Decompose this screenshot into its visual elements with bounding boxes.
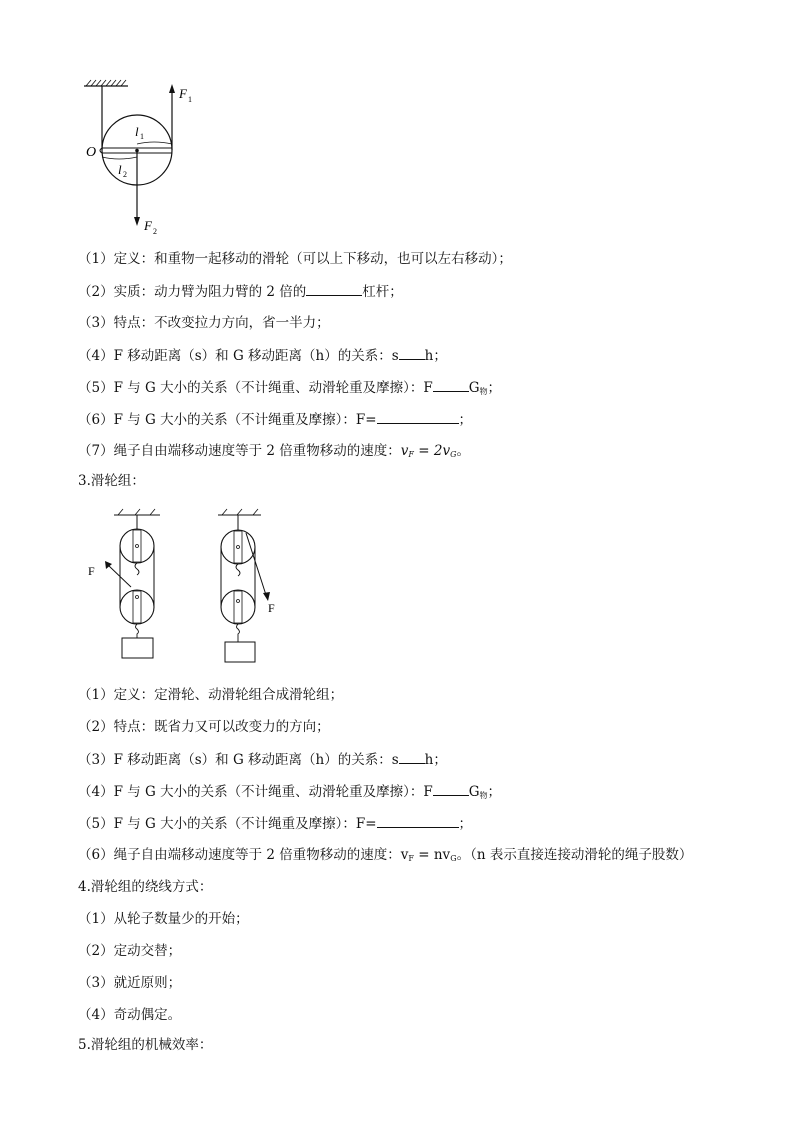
answer-blank[interactable] bbox=[433, 378, 469, 392]
label-f1: F bbox=[179, 86, 187, 101]
winding-item-4: （4）奇动偶定。 bbox=[78, 1007, 182, 1023]
group-item-5: （5）F 与 G 大小的关系（不计绳重及摩擦）：F= ； bbox=[78, 816, 473, 832]
right-f-label: F bbox=[268, 601, 275, 615]
winding-item-1: （1）从轮子数量少的开始； bbox=[78, 911, 249, 927]
answer-blank[interactable] bbox=[377, 814, 459, 828]
movable-item-2: （2）实质：动力臂为阻力臂的 2 倍的 杠杆； bbox=[78, 284, 403, 300]
label-l2: l bbox=[118, 162, 122, 177]
movable-pulley-lever-diagram bbox=[78, 78, 218, 243]
answer-blank[interactable] bbox=[399, 750, 425, 764]
group-item-2: （2）特点：既省力又可以改变力的方向； bbox=[78, 719, 330, 735]
label-l2-sub: 2 bbox=[123, 170, 127, 179]
group-item-6: （6）绳子自由端移动速度等于 2 倍重物移动的速度：$v_F = nv_G$。（n 表示直接连接动滑轮的绳子股数） bbox=[78, 847, 693, 863]
left-f-label: F bbox=[88, 564, 95, 578]
answer-blank[interactable] bbox=[306, 282, 362, 296]
answer-blank[interactable] bbox=[433, 782, 469, 796]
movable-item-6: （6）F 与 G 大小的关系（不计绳重及摩擦）：F= ； bbox=[78, 412, 473, 428]
winding-item-3: （3）就近原则； bbox=[78, 975, 182, 991]
label-l1-sub: 1 bbox=[140, 132, 144, 141]
movable-item-1: （1）定义：和重物一起移动的滑轮（可以上下移动，也可以左右移动）； bbox=[78, 251, 512, 267]
section-4-heading: 4.滑轮组的绕线方式： bbox=[78, 879, 213, 895]
answer-blank[interactable] bbox=[399, 346, 425, 360]
label-f2-sub: 2 bbox=[153, 227, 157, 236]
movable-item-4: （4）F 移动距离（s）和 G 移动距离（h）的关系：s h； bbox=[78, 348, 447, 364]
label-l1: l bbox=[135, 124, 139, 139]
label-o: O bbox=[86, 145, 97, 160]
group-item-3: （3）F 移动距离（s）和 G 移动距离（h）的关系：s h； bbox=[78, 752, 447, 768]
movable-item-3: （3）特点：不改变拉力方向，省一半力； bbox=[78, 315, 330, 331]
winding-item-2: （2）定动交替； bbox=[78, 943, 182, 959]
pulley-group-diagram bbox=[78, 503, 298, 665]
label-f2: F bbox=[144, 218, 152, 233]
section-5-heading: 5.滑轮组的机械效率： bbox=[78, 1037, 213, 1053]
movable-item-7: （7）绳子自由端移动速度等于 2 倍重物移动的速度：$v_F = 2v_G$。 bbox=[78, 443, 470, 459]
group-item-4: （4）F 与 G 大小的关系（不计绳重、动滑轮重及摩擦）：F $G_物$； bbox=[78, 784, 502, 800]
answer-blank[interactable] bbox=[377, 410, 459, 424]
section-3-heading: 3.滑轮组： bbox=[78, 473, 145, 489]
label-f1-sub: 1 bbox=[188, 95, 192, 104]
movable-item-5: （5）F 与 G 大小的关系（不计绳重、动滑轮重及摩擦）：F $G_物$； bbox=[78, 380, 502, 396]
group-item-1: （1）定义：定滑轮、动滑轮组合成滑轮组； bbox=[78, 687, 344, 703]
